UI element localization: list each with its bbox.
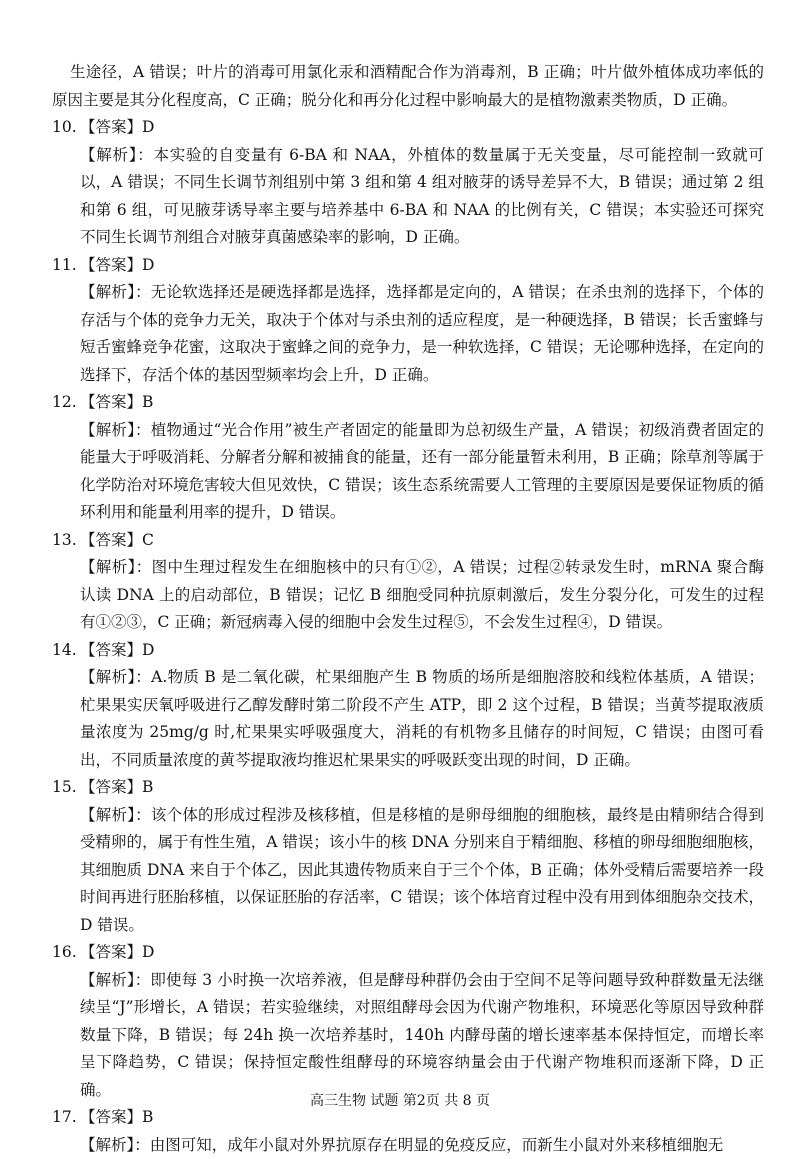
analysis-text: 【解析】：无论软选择还是硬选择都是选择，选择都是定向的，A 错误；在杀虫剂的选择下，个体的存活与个体的竞争力无关，取决于个体对与杀虫剂的适应程度，是一种硬选择，B 错误；长舌蜜蜂与短舌蜜蜂竞争花蜜，这取决于蜜蜂之间的竞争力，是一种软选择，C 错误；无论哪种选择，在定向的选择下，存活个体的基因型频率均会上升，D 正确。 bbox=[52, 279, 764, 389]
answer-content bbox=[52, 59, 764, 1159]
answer-line: 【答案】D bbox=[80, 943, 154, 961]
question-14 bbox=[52, 637, 764, 775]
page-footer: 高三生物 试题 第2页 共 8 页 bbox=[0, 1088, 800, 1116]
question-10 bbox=[52, 114, 764, 252]
analysis-text: 【解析】：A.物质 B 是二氧化碳，杧果细胞产生 B 物质的场所是细胞溶胶和线粒体基质，A 错误；杧果果实厌氧呼吸进行乙醇发酵时第二阶段不产生 ATP，即 2 这个过程，B 错误；当黄芩提取液质量浓度为 25mg/g 时,杧果果实呼吸强度大，消耗的有机物多且储存的时间短，C 错误；由图可看出，不同质量浓度的黄芩提取液均推迟杧果果实的呼吸跃变出现的时间，D 正确。 bbox=[52, 664, 764, 774]
question-number: 15. bbox=[52, 774, 80, 802]
question-number: 11. bbox=[52, 252, 80, 280]
analysis-text: 【解析】：由图可知，成年小鼠对外界抗原存在明显的免疫反应，而新生小鼠对外来移植细胞无 bbox=[52, 1132, 764, 1159]
question-16 bbox=[52, 939, 764, 1104]
answer-line: 【答案】C bbox=[80, 531, 154, 549]
answer-line: 【答案】D bbox=[80, 118, 154, 136]
analysis-text: 【解析】：图中生理过程发生在细胞核中的只有①②，A 错误；过程②转录发生时，mRNA 聚合酶认读 DNA 上的启动部位，B 错误；记忆 B 细胞受同种抗原刺激后，发生分裂分化，可发生的过程有①②③，C 正确；新冠病毒入侵的细胞中会发生过程⑤，不会发生过程④，D 错误。 bbox=[52, 554, 764, 637]
analysis-text: 【解析】：植物通过“光合作用”被生产者固定的能量即为总初级生产量，A 错误；初级消费者固定的能量大于呼吸消耗、分解者分解和被捕食的能量，还有一部分能量暂未利用，B 正确；除草剂等属于化学防治对环境危害较大但见效快，C 错误；该生态系统需要人工管理的主要原因是要保证物质的循环利用和能量利用率的提升，D 错误。 bbox=[52, 417, 764, 527]
question-number: 10. bbox=[52, 114, 80, 142]
answer-line: 【答案】D bbox=[80, 641, 154, 659]
answer-line: 【答案】B bbox=[80, 778, 153, 796]
answer-line: 【答案】B bbox=[80, 1108, 153, 1126]
analysis-text: 【解析】：即使每 3 小时换一次培养液，但是酵母种群仍会由于空间不足等问题导致种群数量无法继续呈“J”形增长，A 错误；若实验继续，对照组酵母会因为代谢产物堆积，环境恶化等原因导致种群数量下降，B 错误；每 24h 换一次培养基时，140h 内酵母菌的增长速率基本保持恒定，而增长率呈下降趋势，C 错误；保持恒定酸性组酵母的环境容纳量会由于代谢产物堆积而逐渐下降，D 正确。 bbox=[52, 967, 764, 1105]
question-13 bbox=[52, 527, 764, 637]
question-number: 13. bbox=[52, 527, 80, 555]
question-number: 17. bbox=[52, 1104, 80, 1132]
question-number: 12. bbox=[52, 389, 80, 417]
question-number: 16. bbox=[52, 939, 80, 967]
question-number: 14. bbox=[52, 637, 80, 665]
analysis-text: 【解析】：本实验的自变量有 6-BA 和 NAA，外植体的数量属于无关变量，尽可能控制一致就可以，A 错误；不同生长调节剂组别中第 3 组和第 4 组对腋芽的诱导差异不大，B 错误；通过第 2 组和第 6 组，可见腋芽诱导率主要与培养基中 6-BA 和 NAA 的比例有关，C 错误；本实验还可探究不同生长调节剂组合对腋芽真菌感染率的影响，D 正确。 bbox=[52, 142, 764, 252]
question-15 bbox=[52, 774, 764, 939]
question-11 bbox=[52, 252, 764, 390]
answer-line: 【答案】B bbox=[80, 393, 153, 411]
question-12 bbox=[52, 389, 764, 527]
answer-line: 【答案】D bbox=[80, 256, 154, 274]
continued-analysis: 生途径，A 错误；叶片的消毒可用氯化汞和酒精配合作为消毒剂，B 正确；叶片做外植体成功率低的原因主要是其分化程度高，C 正确；脱分化和再分化过程中影响最大的是植物激素类物质，D 正确。 bbox=[52, 59, 764, 114]
analysis-text: 【解析】：该个体的形成过程涉及核移植，但是移植的是卵母细胞的细胞核，最终是由精卵结合得到受精卵的，属于有性生殖，A 错误；该小牛的核 DNA 分别来自于精细胞、移植的卵母细胞细胞核，其细胞质 DNA 来自于个体乙，因此其遗传物质来自于三个个体，B 正确；体外受精后需要培养一段时间再进行胚胎移植，以保证胚胎的存活率，C 错误；该个体培育过程中没有用到体细胞杂交技术，D 错误。 bbox=[52, 802, 764, 940]
